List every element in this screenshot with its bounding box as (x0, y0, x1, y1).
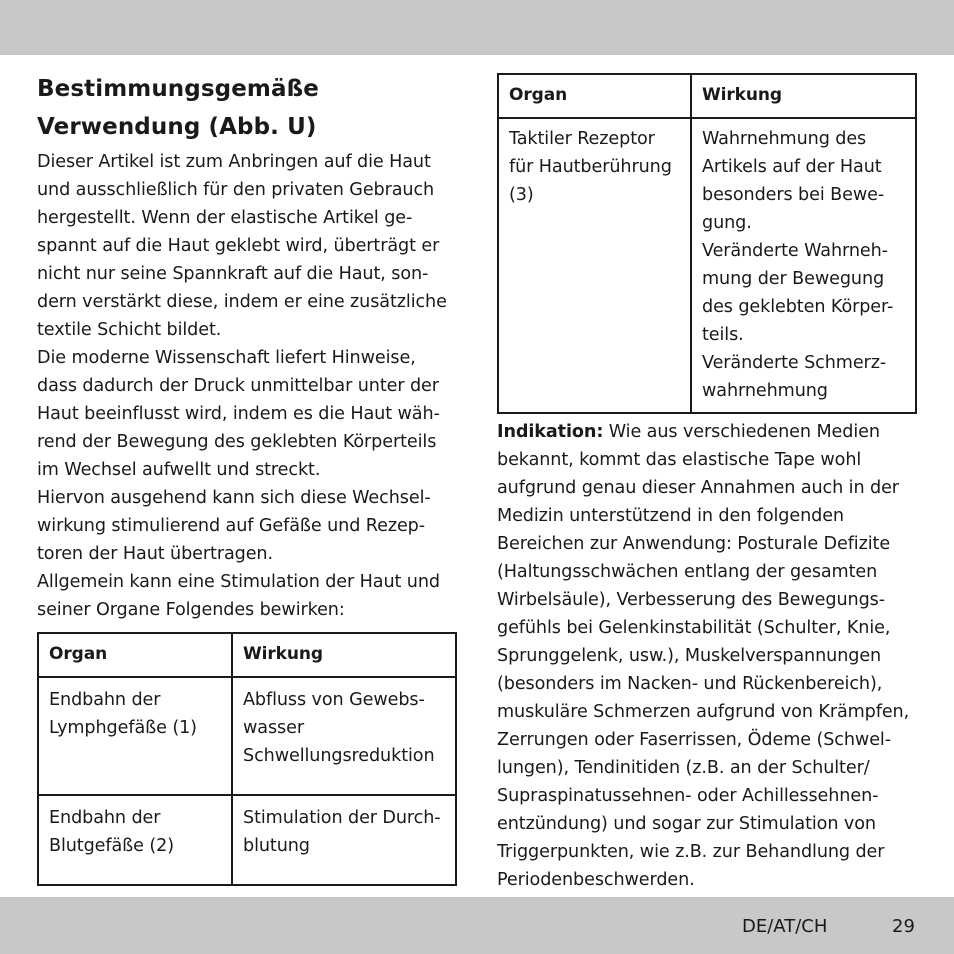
effects-table-left (37, 632, 457, 886)
effect-line: Wahrnehmung des Artikels auf der Haut besonders bei Bewe-gung. (702, 129, 885, 233)
header-organ: Organ (38, 633, 232, 677)
effect-line: Stimulation der Durch-blutung (243, 808, 441, 856)
effect-line: Veränderte Schmerz-wahrnehmung (702, 353, 887, 401)
effect-cell (691, 118, 916, 413)
table-header-row (38, 633, 456, 677)
table-header-row (498, 74, 916, 118)
table-row (498, 118, 916, 413)
intro-text (37, 148, 459, 624)
organ-cell: Taktiler Rezeptor für Hautberührung (3) (498, 118, 691, 413)
paragraph-stimulation: Allgemein kann eine Stimulation der Haut und seiner Organe Folgendes bewirken: (37, 572, 440, 620)
indication-text (497, 418, 919, 894)
page-number: 29 (892, 916, 915, 937)
effect-line: Veränderte Wahrneh-mung der Bewegung des geklebten Körper-teils. (702, 241, 894, 345)
indication-body: Wie aus verschiedenen Medien bekannt, kommt das elastische Tape wohl aufgrund genau dieser Annahmen auch in der Medizin unterstützend in den folgenden Bereichen zur Anwendung: Posturale Defizite (Haltungsschwächen entlang der gesamten Wirbelsäule), Verbesserung des Bewegungs-gefühls bei Gelenkinstabilität (Schulter, Knie, Sprunggelenk, usw.), Muskelverspannungen (besonders im Nacken- und Rückenbereich), muskuläre Schmerzen aufgrund von Krämpfen, Zerrungen oder Faserrissen, Ödeme (Schwel-lungen), Tendinitiden (z.B. an der Schulter/ Supraspinatussehnen- oder Achillessehnen-entzündung) und sogar zur Stimulation von Triggerpunkten, wie z.B. zur Behandlung der Periodenbeschwerden. (497, 422, 910, 890)
table-row (38, 795, 456, 885)
left-column (37, 70, 459, 886)
right-column (497, 73, 919, 894)
paragraph-science: Die moderne Wissenschaft liefert Hinweise, dass dadurch der Druck unmittelbar unter der Haut beeinflusst wird, indem es die Haut wäh-rend der Bewegung des geklebten Körperteils im Wechsel aufwellt und streckt. (37, 348, 440, 480)
effect-cell (232, 795, 456, 885)
indication-label: Indikation: (497, 422, 604, 442)
effect-line: Abfluss von Gewebs-wasser (243, 690, 425, 738)
header-effect: Wirkung (691, 74, 916, 118)
page-title: Bestimmungsgemäße Verwendung (Abb. U) (37, 76, 319, 140)
header-bar (0, 0, 954, 55)
effect-cell (232, 677, 456, 795)
effects-table-right (497, 73, 917, 414)
header-organ: Organ (498, 74, 691, 118)
table-row (38, 677, 456, 795)
paragraph-intro: Dieser Artikel ist zum Anbringen auf die Haut und ausschließlich für den privaten Gebrauch hergestellt. Wenn der elastische Artikel ge-spannt auf die Haut geklebt wird, überträgt er nicht nur seine Spannkraft auf die Haut, son-dern verstärkt diese, indem er eine zusätzliche textile Schicht bildet. (37, 152, 447, 340)
organ-cell: Endbahn der Lymphgefäße (1) (38, 677, 232, 795)
footer-region: DE/AT/CH (742, 916, 828, 937)
header-effect: Wirkung (232, 633, 456, 677)
effect-line: Schwellungsreduktion (243, 746, 435, 766)
paragraph-interaction: Hiervon ausgehend kann sich diese Wechsel-wirkung stimulierend auf Gefäße und Rezep-toren der Haut übertragen. (37, 488, 431, 564)
organ-cell: Endbahn der Blutgefäße (2) (38, 795, 232, 885)
